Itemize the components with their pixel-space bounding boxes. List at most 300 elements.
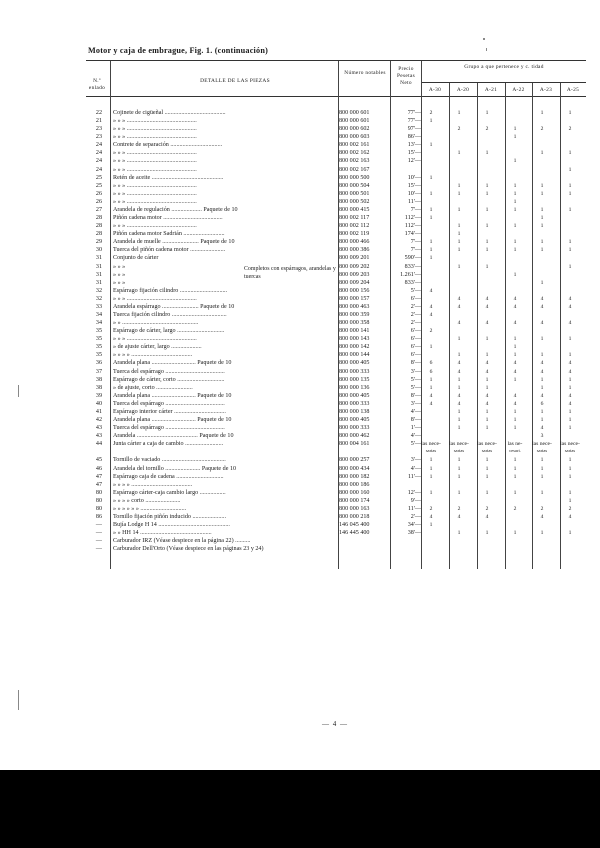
group-quantity: 4 — [429, 287, 433, 294]
group-quantity: 1 — [457, 223, 461, 230]
part-number: 800 000 602 — [339, 126, 370, 133]
part-description: » » HH 14 ............................................... — [113, 530, 212, 537]
group-quantity: 4 — [485, 368, 489, 375]
group-quantity: 1 — [568, 408, 572, 415]
net-price: 4'— — [410, 408, 421, 415]
group-quantity: 3 — [540, 433, 544, 440]
part-number: 800 000 135 — [339, 376, 370, 383]
table-row — [0, 230, 600, 238]
group-quantity: 1 — [485, 465, 489, 472]
net-price: 6'— — [410, 336, 421, 343]
part-number: 800 000 182 — [339, 473, 370, 480]
group-quantity: 1 — [568, 417, 572, 424]
net-price: 8'— — [410, 417, 421, 424]
part-description: Tuerca del espárrago ....................................... — [113, 400, 225, 407]
group-quantity: 1 — [540, 190, 544, 197]
part-description: » » » » » » .............................. — [113, 505, 187, 512]
header-top-rule — [86, 60, 586, 61]
part-description: » » » .............................................. — [113, 158, 197, 165]
group-quantity: 1 — [513, 182, 517, 189]
part-description: Cojinete de cigüeñal ........................................ — [113, 110, 226, 116]
group-quantity: 1 — [457, 376, 461, 383]
part-number: 800 000 163 — [339, 505, 370, 512]
net-price: 9'— — [410, 497, 421, 504]
group-quantity: 1 — [513, 408, 517, 415]
group-quantity: 4 — [568, 400, 572, 407]
table-row — [0, 174, 600, 182]
part-number: 800 000 405 — [339, 360, 370, 367]
part-description: Tornillo fijación piñón inducido ...................... — [113, 514, 226, 520]
part-description: » » » .............................................. — [113, 336, 197, 343]
part-description: » » .................................................. — [113, 320, 199, 327]
group-quantity: 1 — [485, 425, 489, 432]
group-quantity: 1 — [457, 473, 461, 480]
group-quantity: 1 — [485, 206, 489, 213]
group-quantity: 4 — [457, 320, 461, 327]
group-quantity: 1 — [457, 384, 461, 391]
group-quantity: 1 — [485, 239, 489, 246]
part-number: 800 000 160 — [339, 489, 370, 496]
group-quantity: las nece- — [421, 441, 441, 448]
group-quantity: 4 — [457, 400, 461, 407]
group-quantity: 1 — [485, 530, 489, 537]
part-description: Espárrago cárter-caja cambio largo ................. — [113, 489, 226, 496]
entry-number: 35 — [95, 328, 102, 335]
group-quantity: 1 — [540, 530, 544, 537]
group-quantity: 1 — [457, 425, 461, 432]
entry-number: 31 — [95, 279, 102, 286]
group-quantity: 4 — [568, 514, 572, 520]
group-quantity: 1 — [429, 255, 433, 262]
net-price: 3'— — [410, 368, 421, 375]
group-quantity: 4 — [513, 360, 517, 367]
part-description: Espárrago fijación cilindro ............................... — [113, 287, 228, 294]
group-quantity: 1 — [540, 247, 544, 254]
header-price: Precio Pesetas Neto — [397, 66, 415, 86]
scan-speck — [18, 690, 19, 710]
part-number: 800 002 161 — [339, 142, 370, 149]
part-number: 146 045 400 — [339, 522, 370, 529]
group-quantity: 4 — [540, 360, 544, 367]
group-quantity: 1 — [540, 279, 544, 286]
group-quantity: 2 — [485, 505, 489, 512]
group-quantity: 1 — [540, 408, 544, 415]
part-number: 800 000 405 — [339, 417, 370, 424]
group-quantity: 1 — [568, 457, 572, 464]
entry-number: 45 — [95, 457, 102, 464]
group-quantity: 1 — [568, 190, 572, 197]
group-quantity: 2 — [540, 126, 544, 133]
group-quantity: 4 — [568, 392, 572, 399]
header-group: Grupo a que pertenece y c. tidad — [464, 64, 544, 70]
entry-number: 24 — [95, 158, 102, 165]
assembly-brace-note: Completos con espárragos, arandelas y tuercas — [244, 266, 336, 280]
table-row — [0, 109, 600, 117]
group-quantity: 1 — [568, 352, 572, 359]
group-quantity: 1 — [513, 190, 517, 197]
part-number: 800 000 144 — [339, 352, 370, 359]
table-row — [0, 117, 600, 125]
table-row — [0, 295, 600, 303]
group-quantity: las nece- — [477, 441, 497, 448]
table-row — [0, 456, 600, 464]
group-quantity: 6 — [540, 400, 544, 407]
entry-number: 35 — [95, 352, 102, 359]
group-quantity: 4 — [457, 295, 461, 302]
scan-speck — [486, 48, 487, 51]
table-row — [0, 424, 600, 432]
entry-number: 41 — [95, 408, 102, 415]
group-quantity: 4 — [540, 425, 544, 432]
group-quantity: 4 — [540, 303, 544, 310]
table-row — [0, 335, 600, 343]
part-number: 800 002 112 — [339, 223, 370, 230]
entry-number: — — [95, 546, 102, 553]
part-description: Piñón cadena motor Sadrián ........................... — [113, 231, 225, 238]
entry-number: — — [95, 530, 102, 537]
group-quantity: 1 — [513, 247, 517, 254]
group-quantity: 4 — [429, 312, 433, 318]
table-row — [0, 432, 600, 440]
group-quantity: 1 — [485, 150, 489, 157]
part-number: 800 000 405 — [339, 392, 370, 399]
entry-number: 28 — [95, 231, 102, 238]
group-quantity: 4 — [457, 392, 461, 399]
net-price: 2'— — [410, 312, 421, 318]
group-quantity: sarias — [564, 448, 576, 454]
part-description: Espárrago de cárter, corto ............................... — [113, 376, 225, 383]
group-quantity: 4 — [540, 514, 544, 520]
entry-number: 35 — [95, 344, 102, 351]
group-quantity: 1 — [513, 457, 517, 464]
group-quantity: 2 — [568, 126, 572, 133]
table-row — [0, 529, 600, 537]
group-quantity: 1 — [429, 384, 433, 391]
table-row — [0, 448, 600, 456]
entry-number: 43 — [95, 425, 102, 432]
group-quantity: 1 — [485, 336, 489, 343]
group-quantity: 1 — [540, 239, 544, 246]
net-price: 10'— — [407, 174, 421, 181]
part-number: 800 000 502 — [339, 198, 370, 205]
net-price: 8'— — [410, 392, 421, 399]
group-quantity: 1 — [568, 384, 572, 391]
table-row — [0, 440, 600, 448]
part-number: 800 000 333 — [339, 368, 370, 375]
net-price: 3'— — [410, 457, 421, 464]
entry-number: 26 — [95, 198, 102, 205]
entry-number: 24 — [95, 142, 102, 149]
part-description: Arandela ........................................ Paquete de 10 — [113, 433, 234, 440]
group-quantity: 1 — [513, 223, 517, 230]
group-col-a23: A-23 — [539, 87, 553, 93]
group-quantity: 1 — [457, 457, 461, 464]
group-quantity: 1 — [457, 530, 461, 537]
group-quantity: 1 — [485, 384, 489, 391]
group-quantity: 1 — [540, 215, 544, 222]
part-description: Tuerca fijación cilindro .................................... — [113, 312, 227, 318]
group-quantity: 1 — [540, 417, 544, 424]
table-row — [0, 489, 600, 497]
group-quantity: 4 — [485, 303, 489, 310]
group-quantity: 4 — [540, 295, 544, 302]
group-quantity: 1 — [429, 457, 433, 464]
net-price: 2'— — [410, 303, 421, 310]
group-quantity: 1 — [540, 223, 544, 230]
group-quantity: 2 — [429, 505, 433, 512]
entry-number: 80 — [95, 489, 102, 496]
group-quantity: 4 — [485, 400, 489, 407]
net-price: 3'— — [410, 400, 421, 407]
part-description: » » » .............................................. — [113, 198, 197, 205]
entry-number: 24 — [95, 166, 102, 173]
net-price: 11'— — [407, 505, 421, 512]
table-row — [0, 157, 600, 165]
group-quantity: 1 — [485, 352, 489, 359]
part-description: Contrete de separación .................................. — [113, 142, 223, 149]
part-description: Espárrago caja de cadena ............................... — [113, 473, 224, 480]
group-quantity: 4 — [429, 392, 433, 399]
table-row — [0, 166, 600, 174]
group-quantity: 4 — [513, 303, 517, 310]
table-row — [0, 254, 600, 262]
part-description: Piñón cadena motor ....................................... — [113, 215, 223, 222]
group-quantity: 1 — [540, 489, 544, 496]
part-number: 800 002 117 — [339, 215, 370, 222]
part-description: » » » .............................................. — [113, 223, 197, 230]
group-quantity: 1 — [513, 489, 517, 496]
part-description: » » » — [113, 271, 126, 278]
part-number: 800 000 143 — [339, 336, 370, 343]
group-quantity: 1 — [429, 344, 433, 351]
table-row — [0, 473, 600, 481]
group-col-a30: A-30 — [428, 87, 442, 93]
group-quantity: 2 — [457, 126, 461, 133]
group-col-a21: A-21 — [484, 87, 498, 93]
entry-number: 39 — [95, 392, 102, 399]
group-quantity: 4 — [485, 514, 489, 520]
group-quantity: 6 — [429, 368, 433, 375]
table-row — [0, 465, 600, 473]
group-quantity: 1 — [540, 473, 544, 480]
part-number: 800 000 138 — [339, 408, 370, 415]
table-row — [0, 198, 600, 206]
group-quantity: 1 — [429, 489, 433, 496]
entry-number: 47 — [95, 481, 102, 488]
group-quantity: 1 — [513, 198, 517, 205]
group-quantity: 1 — [457, 352, 461, 359]
group-quantity: 1 — [540, 206, 544, 213]
entry-number: 21 — [95, 118, 102, 125]
table-row — [0, 133, 600, 141]
net-price: 833'— — [404, 263, 421, 270]
group-quantity: 1 — [540, 182, 544, 189]
entry-number: 42 — [95, 417, 102, 424]
group-quantity: 1 — [485, 182, 489, 189]
group-col-a22: A-22 — [512, 87, 525, 93]
part-number: 800 000 603 — [339, 134, 370, 141]
part-number: 800 000 157 — [339, 295, 370, 302]
group-quantity: 1 — [457, 239, 461, 246]
group-quantity: sarias — [425, 448, 437, 454]
group-quantity: 4 — [429, 514, 433, 520]
part-description: Arandela plana ............................. Paquete de 10 — [113, 392, 232, 399]
group-quantity: 4 — [568, 295, 572, 302]
group-quantity: 1 — [568, 489, 572, 496]
group-quantity: 4 — [513, 368, 517, 375]
net-price: 15'— — [407, 150, 421, 157]
group-quantity: las nece- — [449, 441, 469, 448]
group-quantity: sarias — [453, 448, 465, 454]
group-quantity: 1 — [457, 150, 461, 157]
part-description: Espárrago interior cárter .................................. — [113, 408, 226, 415]
part-number: 800 000 500 — [339, 174, 370, 181]
group-quantity: 1 — [568, 239, 572, 246]
group-quantity: 1 — [429, 247, 433, 254]
part-description: » » » — [113, 279, 126, 286]
page-heading: Motor y caja de embrague, Fig. 1. (continuación) — [88, 46, 268, 55]
part-description: » » » .............................................. — [113, 150, 197, 157]
part-description: Conjunto de cárter — [113, 255, 159, 262]
group-quantity: 1 — [513, 352, 517, 359]
net-price: 8'— — [410, 360, 421, 367]
header-bottom-rule — [86, 96, 586, 97]
part-description: Arandela plana ............................. Paquete de 10 — [113, 417, 232, 424]
group-quantity: las nece- — [560, 441, 580, 448]
group-quantity: 1 — [513, 344, 517, 351]
part-number: 800 000 358 — [339, 320, 370, 327]
group-quantity: 1 — [568, 336, 572, 343]
group-quantity: 1 — [568, 150, 572, 157]
net-price: 97'— — [407, 126, 421, 133]
group-col-a25: A-25 — [566, 87, 580, 93]
group-quantity: 6 — [429, 360, 433, 367]
table-row — [0, 319, 600, 327]
group-quantity: 1 — [568, 263, 572, 270]
entry-number: 44 — [95, 441, 102, 448]
group-quantity: 1 — [568, 376, 572, 383]
group-quantity: 1 — [429, 376, 433, 383]
group-quantity: las ne- — [507, 441, 523, 448]
group-quantity: 1 — [568, 465, 572, 472]
group-quantity: 1 — [485, 489, 489, 496]
group-quantity: 1 — [568, 497, 572, 504]
table-row — [0, 214, 600, 222]
entry-number: 38 — [95, 376, 102, 383]
group-quantity: 1 — [485, 457, 489, 464]
net-price: 7'— — [410, 206, 421, 213]
entry-number: 26 — [95, 190, 102, 197]
group-quantity: 1 — [457, 231, 461, 238]
group-quantity: las nece- — [532, 441, 552, 448]
group-quantity: 2 — [429, 110, 433, 116]
group-quantity: 4 — [485, 320, 489, 327]
group-quantity: 1 — [513, 239, 517, 246]
part-number: 800 000 141 — [339, 328, 370, 335]
part-description: » » » .............................................. — [113, 166, 197, 173]
group-quantity: 1 — [513, 206, 517, 213]
group-quantity: 1 — [429, 465, 433, 472]
entry-number: 33 — [95, 303, 102, 310]
part-description: Carburador IRZ (Véase despiece en la página 22) .......... — [113, 538, 251, 545]
group-quantity: 1 — [540, 457, 544, 464]
group-quantity: 1 — [429, 118, 433, 125]
table-row — [0, 545, 600, 553]
part-description: Tuerca del espárrago ....................................... — [113, 425, 225, 432]
entry-number: 80 — [95, 505, 102, 512]
group-quantity: 2 — [457, 505, 461, 512]
group-quantity: 1 — [568, 166, 572, 173]
entry-number: — — [95, 538, 102, 545]
group-quantity: 2 — [568, 505, 572, 512]
net-price: 2'— — [410, 514, 421, 520]
group-quantity: 2 — [513, 505, 517, 512]
part-number: 800 000 142 — [339, 344, 370, 351]
part-description: Espárrago de cárter, largo ............................... — [113, 328, 225, 335]
part-number: 800 000 218 — [339, 514, 370, 520]
group-quantity: 4 — [540, 368, 544, 375]
part-number: 800 000 156 — [339, 287, 370, 294]
part-number: 800 000 415 — [339, 206, 370, 213]
group-quantity: 1 — [513, 376, 517, 383]
part-description: » » » » corto ....................... — [113, 497, 181, 504]
net-price: 11'— — [407, 198, 421, 205]
header-num: N.º enlado — [88, 78, 106, 91]
part-number: 800 002 163 — [339, 158, 370, 165]
table-row — [0, 400, 600, 408]
net-price: 1.261'— — [400, 271, 421, 278]
part-description: Tuerca del espárrago ....................................... — [113, 368, 225, 375]
group-quantity: 1 — [568, 425, 572, 432]
net-price: 12'— — [407, 489, 421, 496]
group-quantity: 1 — [513, 465, 517, 472]
part-number: 800 000 463 — [339, 303, 370, 310]
net-price: 112'— — [404, 223, 421, 230]
entry-number: 47 — [95, 473, 102, 480]
group-quantity: 1 — [429, 473, 433, 480]
entry-number: 31 — [95, 271, 102, 278]
entry-number: 32 — [95, 295, 102, 302]
group-quantity: 1 — [513, 425, 517, 432]
group-col-a20: A-20 — [456, 87, 470, 93]
entry-number: 28 — [95, 215, 102, 222]
part-number: 800 009 204 — [339, 279, 370, 286]
net-price: 112'— — [404, 215, 421, 222]
group-quantity: 1 — [457, 336, 461, 343]
part-description: Tornillo de vaciado .......................................... — [113, 457, 226, 464]
group-quantity: 1 — [485, 376, 489, 383]
net-price: 34'— — [407, 522, 421, 529]
table-row — [0, 416, 600, 424]
part-number: 800 000 333 — [339, 425, 370, 432]
group-quantity: 4 — [540, 392, 544, 399]
group-quantity: 1 — [457, 408, 461, 415]
group-quantity: 1 — [568, 473, 572, 480]
part-description: » » » .............................................. — [113, 190, 197, 197]
group-quantity: 1 — [568, 206, 572, 213]
part-number: 800 004 161 — [339, 441, 370, 448]
part-description: » » » .............................................. — [113, 182, 197, 189]
entry-number: 34 — [95, 320, 102, 327]
group-quantity: 4 — [457, 514, 461, 520]
group-quantity: 4 — [513, 392, 517, 399]
part-description: Junta cárter a caja de cambio ......................... — [113, 441, 224, 448]
net-price: 5'— — [410, 287, 421, 294]
group-subheader-rule — [421, 82, 586, 83]
table-row — [0, 141, 600, 149]
group-quantity: 1 — [485, 408, 489, 415]
group-quantity: 1 — [457, 182, 461, 189]
